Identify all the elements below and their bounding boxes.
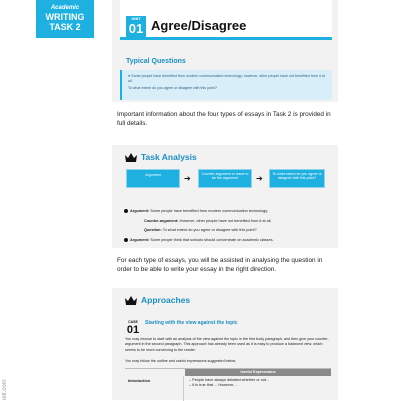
typical-questions-title: Typical Questions — [126, 58, 186, 65]
table-cell: – It is true that ... However, ... — [189, 383, 239, 387]
argument-line: Counter-argument: However, other people have not benefited from it at all. — [144, 218, 272, 223]
task-analysis-title: Task Analysis — [141, 152, 197, 162]
unit-header — [120, 0, 332, 40]
typical-question-prompt: To what extent do you agree or disagree with this point? — [128, 86, 217, 90]
arrow-right-icon: ➔ — [256, 174, 263, 183]
table-divider — [183, 376, 184, 401]
argument-line: Argument: Some people have benefited from modern communication technology; — [124, 207, 336, 217]
section-tab — [36, 0, 94, 38]
case-badge — [125, 320, 141, 336]
section-tab-line-1: Academic — [50, 5, 80, 11]
typical-question-statement: ● Some people have benefited from modern communication technology; however, other people have not benefited from it at all. — [128, 74, 325, 83]
unit-title: Agree/Disagree — [151, 18, 247, 33]
unit-badge-label: UNIT — [131, 16, 141, 21]
arrow-right-icon: ➔ — [184, 174, 191, 183]
table-header: Useful Expressions — [185, 369, 331, 376]
crown-icon — [125, 153, 137, 162]
approach-body: You may choose to start with an analysis of the view against the topic in the first body paragraph, and then give your counter-argument in the second paragraph. This approach has already been used as it is easy to produce a balanced view, which seems to be more convincing to the reader. — [125, 337, 329, 352]
argument-list — [124, 207, 336, 245]
bullet-icon — [124, 209, 128, 213]
flow-step-question: To what extent do you agree or disagree with this point? — [269, 169, 325, 188]
watermark: ielt.com — [2, 379, 8, 400]
caption-analysis-help: For each type of essays, you will be assisted in analysing the question in order to be able to write your essay in the right direction. — [117, 257, 323, 273]
typical-questions-box — [120, 70, 332, 100]
useful-expressions-table — [125, 368, 331, 400]
argument-line: Argument: Some people think that schools should concentrate on academic classes. — [124, 236, 336, 246]
table-cell: – People have always debated whether or not... — [189, 378, 270, 382]
crown-icon — [125, 296, 137, 305]
task-analysis-panel — [112, 145, 338, 248]
case-number: 01 — [126, 324, 140, 336]
approaches-title: Approaches — [141, 295, 191, 305]
flow-step-counter-argument: Counter-argument or issue to be the argument — [198, 169, 252, 188]
approaches-panel — [112, 288, 338, 400]
unit-badge-number: 01 — [128, 21, 144, 36]
table-row-label: Introduction — [128, 379, 151, 383]
approach-note: You may follow the outline and useful expressions suggested below. — [125, 359, 236, 363]
bullet-icon — [124, 238, 128, 242]
case-title: Starting with the view against the topic — [145, 320, 238, 326]
case-label: CASE — [128, 320, 138, 324]
caption-essay-types: Important information about the four types of essays in Task 2 is provided in full details. — [117, 111, 331, 127]
unit-panel — [112, 0, 338, 102]
argument-line: Question: To what extent do you agree or disagree with this point? — [144, 228, 257, 232]
flow-step-argument: Argument — [126, 169, 180, 188]
section-tab-line-2: WRITING — [45, 12, 85, 22]
section-tab-line-3: TASK 2 — [49, 22, 81, 32]
unit-badge — [126, 16, 146, 37]
